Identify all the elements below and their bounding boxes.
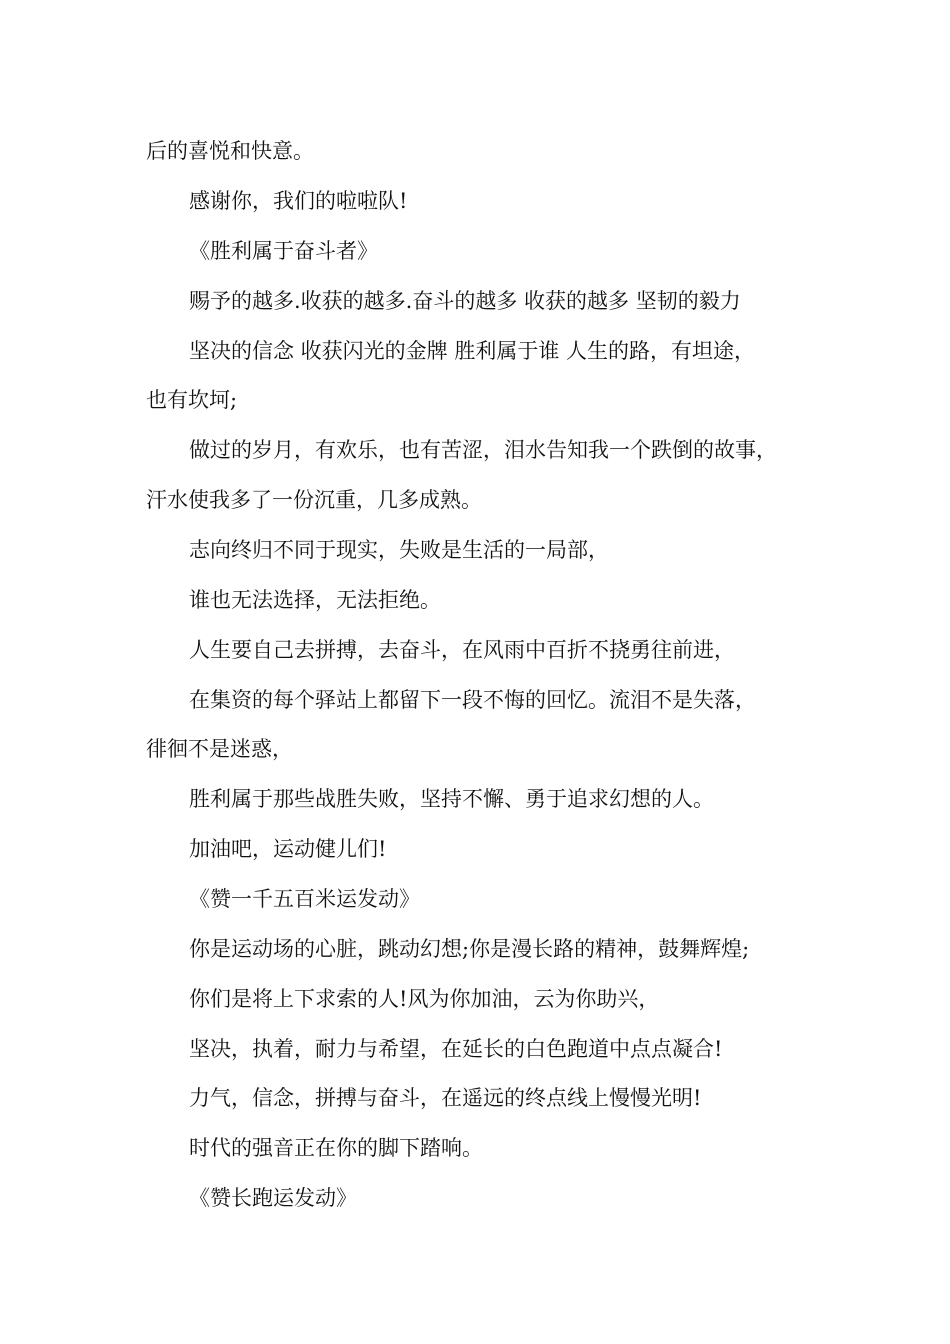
text-line: 加油吧，运动健儿们! — [189, 837, 387, 861]
text-line: 谁也无法选择，无法拒绝。 — [189, 588, 441, 612]
text-line: 你是运动场的心脏，跳动幻想;你是漫长路的精神，鼓舞辉煌; — [189, 937, 750, 961]
text-line: 感谢你，我们的啦啦队! — [189, 189, 408, 213]
text-line: 也有坎坷; — [146, 388, 238, 412]
text-line: 人生要自己去拼搏，去奋斗，在风雨中百折不挠勇往前进， — [189, 638, 735, 662]
poem-title: 《胜利属于奋斗者》 — [189, 239, 378, 263]
text-line: 赐予的越多.收获的越多.奋斗的越多 收获的越多 坚韧的毅力 — [189, 289, 741, 313]
poem-title: 《赞长跑运发动》 — [189, 1186, 357, 1210]
text-line: 你们是将上下求索的人!风为你加油，云为你助兴， — [189, 987, 660, 1011]
text-line: 志向终归不同于现实，失败是生活的一局部， — [189, 538, 609, 562]
text-line: 胜利属于那些战胜失败，坚持不懈、勇于追求幻想的人。 — [189, 787, 714, 811]
text-line: 坚决的信念 收获闪光的金牌 胜利属于谁 人生的路，有坦途， — [189, 339, 756, 363]
text-line: 在集资的每个驿站上都留下一段不悔的回忆。流泪不是失落， — [189, 688, 756, 712]
poem-title: 《赞一千五百米运发动》 — [189, 887, 420, 911]
text-line: 时代的强音正在你的脚下踏响。 — [189, 1136, 483, 1160]
text-line: 做过的岁月，有欢乐，也有苦涩，泪水告知我一个跌倒的故事， — [189, 438, 777, 462]
text-line: 徘徊不是迷惑， — [146, 737, 293, 761]
text-line: 坚决，执着，耐力与希望，在延长的白色跑道中点点凝合! — [189, 1037, 723, 1061]
text-line: 汗水使我多了一份沉重，几多成熟。 — [146, 488, 482, 512]
text-line: 后的喜悦和快意。 — [146, 139, 314, 163]
text-line: 力气，信念，拼搏与奋斗，在遥远的终点线上慢慢光明! — [189, 1086, 702, 1110]
